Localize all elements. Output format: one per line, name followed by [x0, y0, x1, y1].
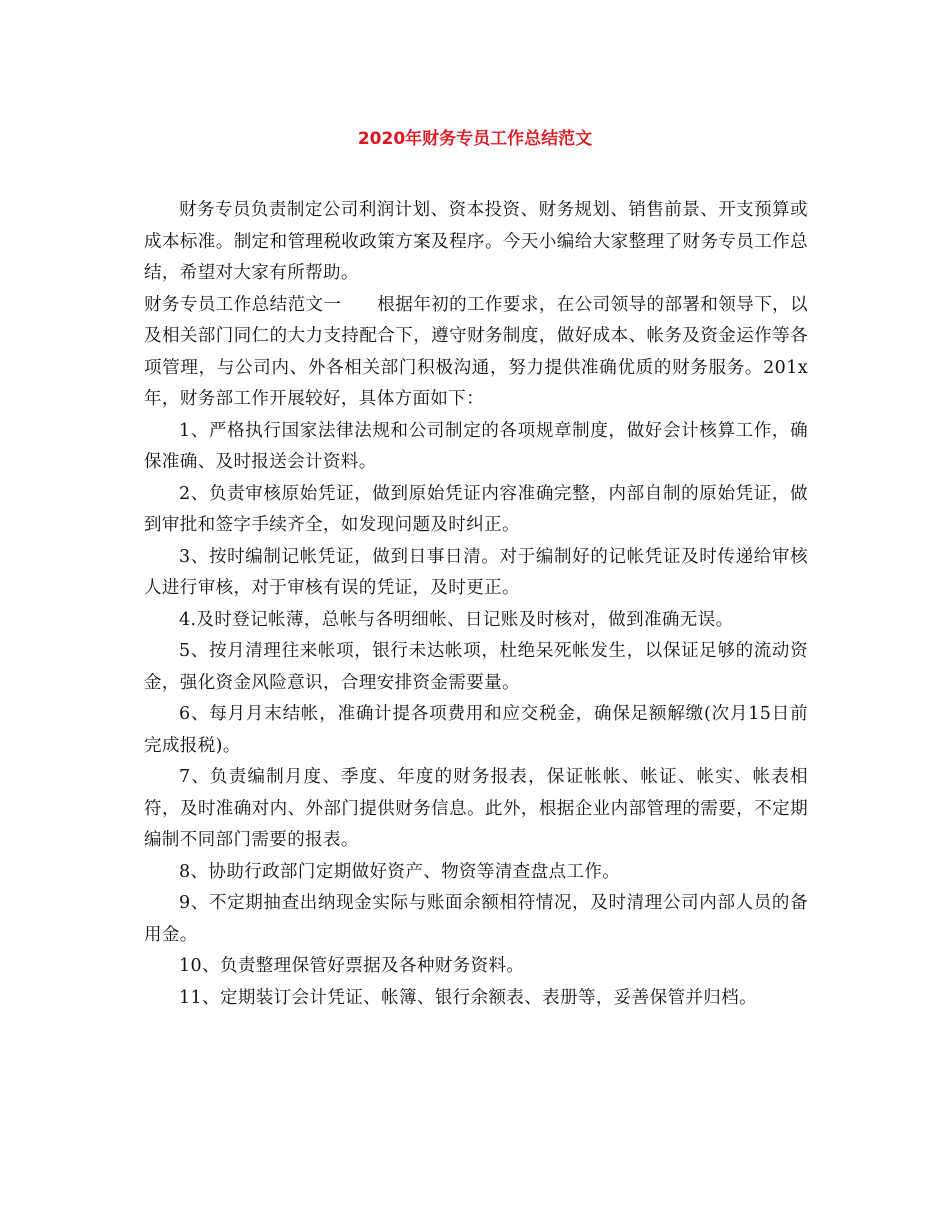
list-item-10: 10、负责整理保管好票据及各种财务资料。	[179, 956, 525, 976]
list-item-8: 8、协助行政部门定期做好资产、物资等清查盘点工作。	[179, 861, 621, 882]
list-item-5: 5、按月清理往来帐项，银行未达帐项，杜绝呆死帐发生，以保证足够的流动资金，强化资金风险意识，合理安排资金需要量。	[144, 641, 808, 693]
list-item-7: 7、负责编制月度、季度、年度的财务报表，保证帐帐、帐证、帐实、帐表相符，及时准确对内、外部门提供财务信息。此外，根据企业内部管理的需要，不定期编制不同部门需要的报表。	[144, 767, 808, 850]
list-item-11: 11、定期装订会计凭证、帐簿、银行余额表、表册等，妥善保管并归档。	[179, 987, 757, 1008]
list-item-9: 9、不定期抽查出纳现金实际与账面余额相符情况，及时清理公司内部人员的备用金。	[144, 893, 808, 945]
list-item-3: 3、按时编制记帐凭证，做到日事日清。对于编制好的记帐凭证及时传递给审核人进行审核，对于审核有误的凭证，及时更正。	[144, 546, 808, 598]
list-item-6: 6、每月月末结帐，准确计提各项费用和应交税金，确保足额解缴(次月15日前完成报税)。	[144, 704, 808, 756]
list-item-4: 4.及时登记帐薄，总帐与各明细帐、日记账及时核对，做到准确无误。	[179, 609, 734, 630]
document-body	[144, 195, 808, 1014]
intro-paragraph: 财务专员负责制定公司利润计划、资本投资、财务规划、销售前景、开支预算或成本标准。制定和管理税收政策方案及程序。今天小编给大家整理了财务专员工作总结，希望对大家有所帮助。	[144, 200, 808, 283]
list-item-1: 1、严格执行国家法律法规和公司制定的各项规章制度，做好会计核算工作，确保准确、及时报送会计资料。	[144, 420, 808, 472]
list-item-2: 2、负责审核原始凭证，做到原始凭证内容准确完整，内部自制的原始凭证，做到审批和签字手续齐全，如发现问题及时纠正。	[144, 483, 808, 535]
section-heading-paragraph: 财务专员工作总结范文一 根据年初的工作要求，在公司领导的部署和领导下，以及相关部门同仁的大力支持配合下，遵守财务制度，做好成本、帐务及资金运作等各项管理，与公司内、外各相关部门积极沟通，努力提供准确优质的财务服务。201x年，财务部工作开展较好，具体方面如下：	[144, 294, 808, 409]
document-title: 2020年财务专员工作总结范文	[357, 129, 593, 149]
